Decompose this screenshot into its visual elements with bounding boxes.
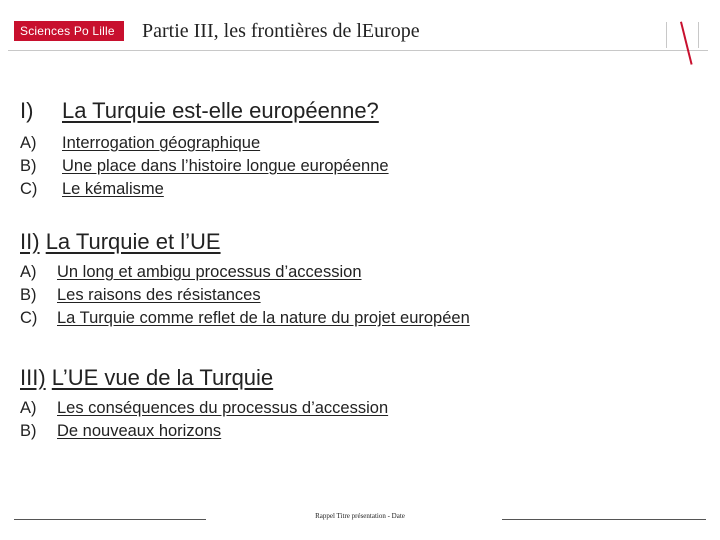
item-text: Interrogation géographique bbox=[62, 134, 261, 152]
list-item bbox=[20, 420, 388, 443]
list-item bbox=[20, 307, 470, 330]
item-label: A) bbox=[20, 399, 37, 417]
section-heading bbox=[20, 229, 470, 255]
section-title: L’UE vue de la Turquie bbox=[51, 365, 274, 390]
item-label: B) bbox=[20, 157, 37, 175]
list-item bbox=[20, 284, 470, 307]
item-text: De nouveaux horizons bbox=[57, 422, 222, 440]
item-text: La Turquie comme reflet de la nature du projet européen bbox=[57, 309, 470, 327]
section-title: La Turquie est-elle européenne? bbox=[62, 98, 379, 123]
item-label: C) bbox=[20, 309, 38, 327]
section-numeral: III) bbox=[20, 365, 46, 390]
list-item bbox=[20, 397, 388, 420]
footer-rule-right bbox=[502, 519, 706, 520]
item-text: Une place dans l’histoire longue européenne bbox=[62, 157, 389, 175]
list-item bbox=[20, 132, 389, 155]
item-label: A) bbox=[20, 263, 37, 281]
list-item bbox=[20, 178, 389, 201]
sciences-po-lille-logo: Sciences Po Lille bbox=[14, 21, 124, 41]
item-label: C) bbox=[20, 180, 38, 198]
section-2 bbox=[20, 229, 470, 330]
section-3 bbox=[20, 365, 388, 443]
item-label: B) bbox=[20, 422, 37, 440]
item-text: Les conséquences du processus d’accession bbox=[57, 399, 389, 417]
decorative-slash bbox=[680, 22, 693, 65]
header-divider bbox=[698, 22, 699, 48]
section-numeral: II) bbox=[20, 229, 40, 254]
item-label: A) bbox=[20, 134, 37, 152]
section-numeral: I) bbox=[20, 98, 34, 123]
list-item bbox=[20, 155, 389, 178]
footer-rule-left bbox=[14, 519, 206, 520]
section-1 bbox=[20, 98, 389, 201]
header-divider bbox=[666, 22, 667, 48]
item-text: Les raisons des résistances bbox=[57, 286, 261, 304]
footer-text: Rappel Titre présentation - Date bbox=[315, 512, 405, 520]
item-label: B) bbox=[20, 286, 37, 304]
section-heading bbox=[20, 98, 389, 124]
header-bar bbox=[8, 18, 708, 51]
list-item bbox=[20, 261, 470, 284]
item-text: Un long et ambigu processus d’accession bbox=[57, 263, 362, 281]
presentation-part-title: Partie III, les frontières de lEurope bbox=[142, 20, 420, 42]
section-title: La Turquie et l’UE bbox=[45, 229, 221, 254]
section-heading bbox=[20, 365, 388, 391]
item-text: Le kémalisme bbox=[62, 180, 164, 198]
